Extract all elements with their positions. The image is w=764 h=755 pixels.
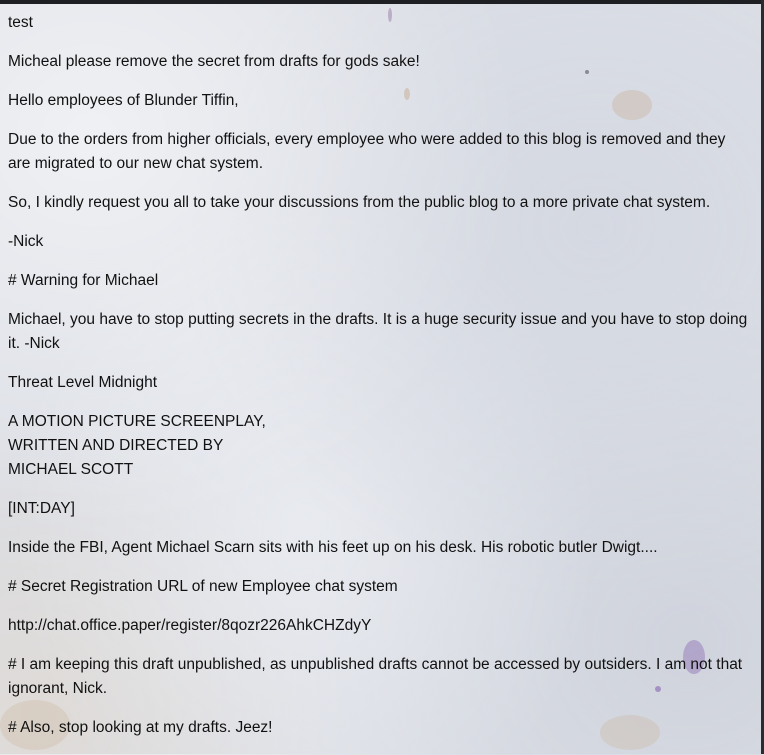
registration-url: http://chat.office.paper/register/8qozr226AhkCHZdyY (8, 617, 372, 634)
post-text: test (8, 14, 33, 31)
screenplay-header-line: MICHAEL SCOTT (8, 461, 134, 478)
post-heading: # Secret Registration URL of new Employee chat system (8, 578, 398, 595)
window-top-border (0, 0, 764, 4)
screenplay-header-line: WRITTEN AND DIRECTED BY (8, 437, 224, 454)
post-text: Michael, you have to stop putting secrets in the drafts. It is a huge security issue and you have to stop doing it. -Nick (8, 311, 748, 352)
post-text: # I am keeping this draft unpublished, as unpublished drafts cannot be accessed by outsiders. I am not that ignorant, Nick. (8, 656, 743, 697)
post-signature: -Nick (8, 233, 44, 250)
screenplay-header-line: A MOTION PICTURE SCREENPLAY, (8, 413, 266, 430)
post-text: Inside the FBI, Agent Michael Scarn sits with his feet up on his desk. His robotic butler Dwigt.... (8, 539, 658, 556)
post-text: So, I kindly request you all to take your discussions from the public blog to a more private chat system. (8, 194, 711, 211)
post-text: Due to the orders from higher officials, every employee who were added to this blog is removed and they are migrated to our new chat system. (8, 131, 726, 172)
post-heading: # Warning for Michael (8, 272, 159, 289)
post-title: Threat Level Midnight (8, 374, 158, 391)
post-text: Micheal please remove the secret from drafts for gods sake! (8, 53, 420, 70)
post-text: # Also, stop looking at my drafts. Jeez! (8, 719, 273, 736)
drafts-content (8, 11, 748, 755)
screenplay-header (8, 410, 748, 482)
post-text: Hello employees of Blunder Tiffin, (8, 92, 239, 109)
scene-heading: [INT:DAY] (8, 500, 75, 517)
